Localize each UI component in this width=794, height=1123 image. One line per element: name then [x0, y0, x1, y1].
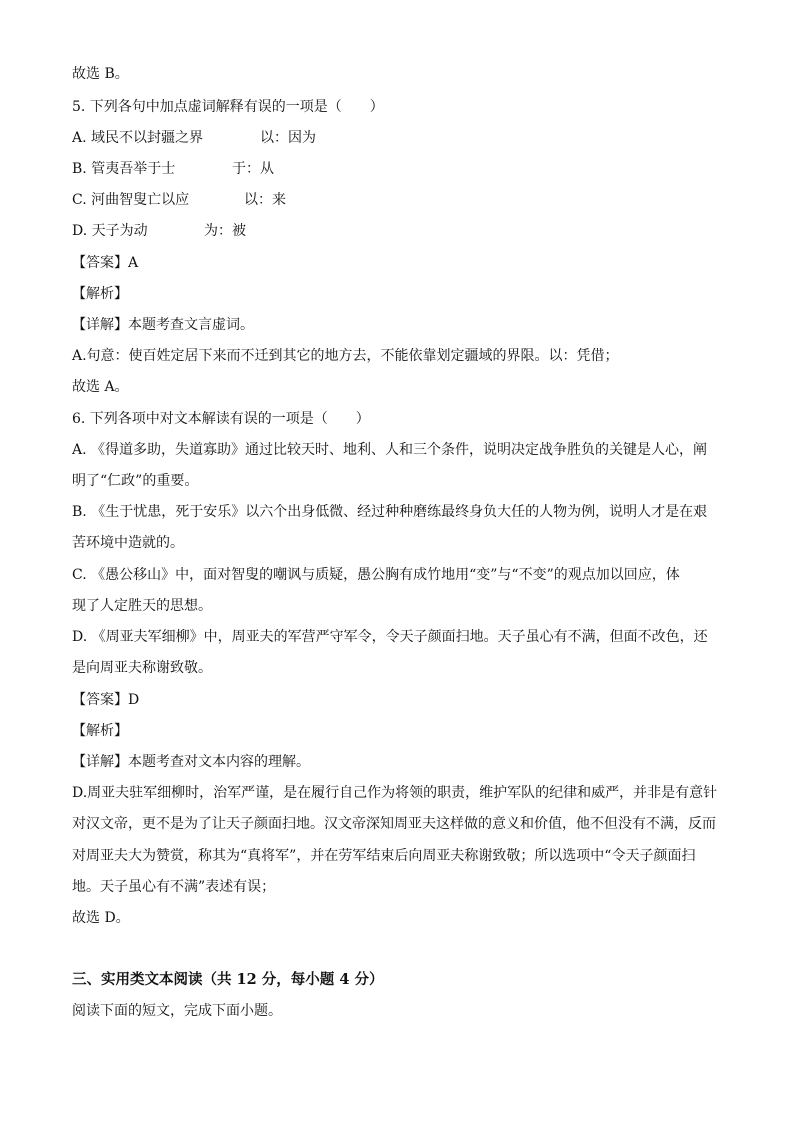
- q5-conclusion: 故选 A。: [72, 379, 129, 395]
- q6-explanation-line: 地。天子虽心有不满”表述有误；: [72, 879, 276, 895]
- q5-explanation: A.句意：使百姓定居下来而不迁到其它的地方去，不能依靠划定疆域的界限。以：凭借；: [72, 348, 619, 364]
- q6-explanation-line: 对汉文帝，更不是为了让天子颜面扫地。汉文帝深知周亚夫这样做的意义和价值，他不但没有不满，反而: [72, 816, 716, 832]
- q5-option-b-text: B. 管夷吾举于士: [72, 161, 176, 177]
- q6-explanation-line: 对周亚夫大为赞赏，称其为“真将军”，并在劳军结束后向周亚夫称谢致敬；所以选项中“令天子颜面扫: [72, 848, 696, 864]
- section-instruction: 阅读下面的短文，完成下面小题。: [72, 1003, 282, 1019]
- q6-option-line: 明了“仁政”的重要。: [72, 473, 199, 489]
- q6-option-line: 苦环境中造就的。: [72, 535, 184, 551]
- q5-option-c-gloss: 以：来: [244, 192, 286, 208]
- q6-option-line: B. 《生于忧患，死于安乐》以六个出身低微、经过种种磨练最终身负大任的人物为例，说明人才是在艰: [72, 504, 708, 520]
- q5-detail: 【详解】本题考查文言虚词。: [72, 317, 254, 333]
- q6-stem: 6. 下列各项中对文本解读有误的一项是（ ）: [72, 411, 370, 427]
- section-heading: 三、实用类文本阅读（共 12 分，每小题 4 分）: [72, 971, 384, 988]
- q6-explanation-line: D.周亚夫驻军细柳时，治军严谨，是在履行自己作为将领的职责，维护军队的纪律和威严，并非是有意针: [72, 785, 718, 801]
- q5-stem: 5. 下列各句中加点虚词解释有误的一项是（ ）: [72, 99, 384, 115]
- q5-option-a: [72, 128, 316, 148]
- q5-analysis-label: 【解析】: [72, 286, 128, 302]
- q5-option-d-text: D. 天子为动: [72, 223, 148, 239]
- q5-option-c-text: C. 河曲智叟亡以应: [72, 192, 190, 208]
- q5-option-d: [72, 221, 246, 241]
- q6-option-line: 是向周亚夫称谢致敬。: [72, 660, 212, 676]
- q6-option-line: C. 《愚公移山》中，面对智叟的嘲讽与质疑，愚公胸有成竹地用“变”与“不变”的观点加以回应，体: [72, 567, 680, 583]
- q5-option-b: [72, 159, 274, 179]
- q6-detail: 【详解】本题考查对文本内容的理解。: [72, 754, 310, 770]
- q5-option-d-gloss: 为：被: [204, 223, 246, 239]
- q5-option-c: [72, 190, 286, 210]
- q6-conclusion: 故选 D。: [72, 910, 130, 926]
- q5-option-b-gloss: 于：从: [232, 161, 274, 177]
- q6-answer: 【答案】D: [72, 692, 140, 708]
- q4-conclusion: 故选 B。: [72, 66, 129, 82]
- q5-option-a-gloss: 以：因为: [260, 130, 316, 146]
- q6-analysis-label: 【解析】: [72, 723, 128, 739]
- q6-option-line: 现了人定胜天的思想。: [72, 598, 212, 614]
- q6-option-line: A. 《得道多助，失道寡助》通过比较天时、地利、人和三个条件，说明决定战争胜负的关键是人心，阐: [72, 442, 708, 458]
- q5-option-a-text: A. 域民不以封疆之界: [72, 130, 204, 146]
- q6-option-line: D. 《周亚夫军细柳》中，周亚夫的军营严守军令，令天子颜面扫地。天子虽心有不满，但面不改色，还: [72, 629, 708, 645]
- q5-answer: 【答案】A: [72, 255, 139, 271]
